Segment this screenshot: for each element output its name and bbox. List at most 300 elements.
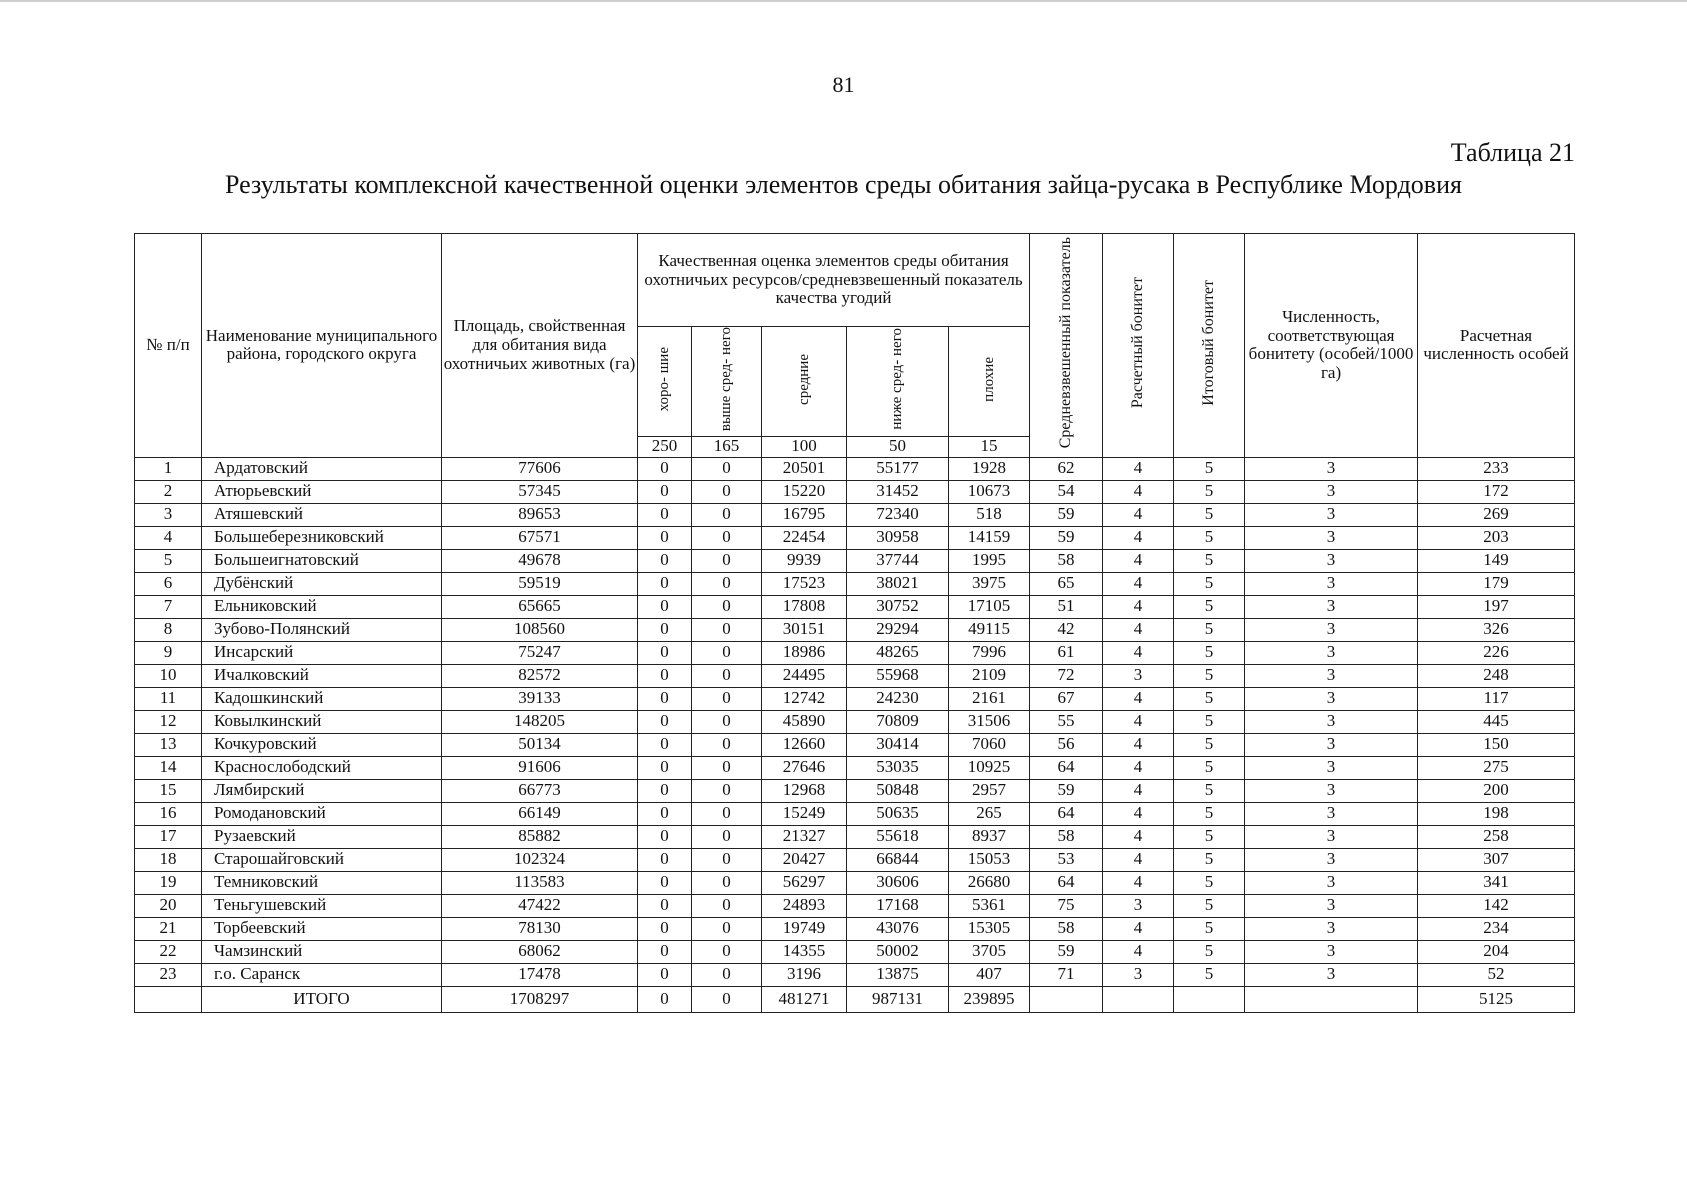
header-sub-below-text: ниже сред- него [889, 328, 906, 430]
total-cell-avg: 481271 [762, 986, 847, 1012]
cell-weighted-index: 59 [1030, 503, 1103, 526]
cell-final-bonitet: 5 [1174, 871, 1245, 894]
cell-below: 17168 [847, 894, 949, 917]
cell-poor: 31506 [949, 710, 1030, 733]
cell-num: 12 [135, 710, 202, 733]
cell-avg: 22454 [762, 526, 847, 549]
cell-above: 0 [692, 802, 762, 825]
cell-calc-count: 198 [1418, 802, 1575, 825]
cell-weighted-index: 64 [1030, 756, 1103, 779]
cell-final-bonitet: 5 [1174, 917, 1245, 940]
cell-below: 30414 [847, 733, 949, 756]
total-cell-name: ИТОГО [202, 986, 442, 1012]
cell-final-bonitet: 5 [1174, 503, 1245, 526]
header-calc-bonitet-text: Расчетный бонитет [1129, 277, 1147, 409]
cell-num: 18 [135, 848, 202, 871]
cell-final-bonitet: 5 [1174, 779, 1245, 802]
cell-density: 3 [1245, 894, 1418, 917]
cell-below: 29294 [847, 618, 949, 641]
cell-calc-bonitet: 4 [1103, 940, 1174, 963]
table-row [135, 848, 1575, 871]
cell-weighted-index: 42 [1030, 618, 1103, 641]
cell-final-bonitet: 5 [1174, 526, 1245, 549]
cell-avg: 19749 [762, 917, 847, 940]
cell-name: Инсарский [202, 641, 442, 664]
cell-area: 68062 [442, 940, 638, 963]
cell-final-bonitet: 5 [1174, 572, 1245, 595]
cell-avg: 16795 [762, 503, 847, 526]
cell-calc-bonitet: 3 [1103, 664, 1174, 687]
cell-density: 3 [1245, 710, 1418, 733]
cell-num: 3 [135, 503, 202, 526]
cell-below: 55968 [847, 664, 949, 687]
cell-calc-bonitet: 4 [1103, 687, 1174, 710]
table-body [135, 457, 1575, 1012]
cell-num: 11 [135, 687, 202, 710]
cell-weighted-index: 71 [1030, 963, 1103, 986]
cell-above: 0 [692, 917, 762, 940]
cell-final-bonitet: 5 [1174, 963, 1245, 986]
cell-area: 89653 [442, 503, 638, 526]
cell-calc-bonitet: 4 [1103, 503, 1174, 526]
cell-name: Атяшевский [202, 503, 442, 526]
cell-final-bonitet: 5 [1174, 687, 1245, 710]
cell-above: 0 [692, 825, 762, 848]
cell-weighted-index: 54 [1030, 480, 1103, 503]
cell-calc-count: 226 [1418, 641, 1575, 664]
cell-calc-bonitet: 4 [1103, 595, 1174, 618]
cell-final-bonitet: 5 [1174, 595, 1245, 618]
table-row [135, 871, 1575, 894]
table-row [135, 618, 1575, 641]
cell-density: 3 [1245, 641, 1418, 664]
table-row [135, 572, 1575, 595]
cell-calc-count: 258 [1418, 825, 1575, 848]
cell-final-bonitet: 5 [1174, 802, 1245, 825]
cell-avg: 45890 [762, 710, 847, 733]
cell-density: 3 [1245, 572, 1418, 595]
table-row [135, 480, 1575, 503]
cell-density: 3 [1245, 963, 1418, 986]
cell-calc-count: 200 [1418, 779, 1575, 802]
cell-below: 70809 [847, 710, 949, 733]
cell-above: 0 [692, 894, 762, 917]
cell-density: 3 [1245, 549, 1418, 572]
cell-density: 3 [1245, 595, 1418, 618]
cell-good: 0 [638, 848, 692, 871]
cell-density: 3 [1245, 917, 1418, 940]
cell-final-bonitet: 5 [1174, 894, 1245, 917]
cell-above: 0 [692, 779, 762, 802]
cell-name: Старошайговский [202, 848, 442, 871]
table-row [135, 733, 1575, 756]
cell-area: 47422 [442, 894, 638, 917]
cell-weighted-index: 75 [1030, 894, 1103, 917]
cell-name: Ичалковский [202, 664, 442, 687]
cell-final-bonitet: 5 [1174, 664, 1245, 687]
header-sub-avg [762, 327, 847, 437]
cell-good: 0 [638, 756, 692, 779]
cell-avg: 12968 [762, 779, 847, 802]
results-table [134, 233, 1575, 1013]
header-calc-bonitet [1103, 234, 1174, 458]
cell-density: 3 [1245, 848, 1418, 871]
header-area: Площадь, свойственная для обитания вида охотничьих животных (га) [442, 234, 638, 458]
cell-avg: 12742 [762, 687, 847, 710]
cell-calc-bonitet: 4 [1103, 572, 1174, 595]
cell-avg: 17523 [762, 572, 847, 595]
cell-good: 0 [638, 779, 692, 802]
cell-final-bonitet: 5 [1174, 618, 1245, 641]
cell-calc-bonitet: 4 [1103, 641, 1174, 664]
cell-final-bonitet: 5 [1174, 940, 1245, 963]
cell-calc-count: 326 [1418, 618, 1575, 641]
cell-above: 0 [692, 457, 762, 480]
cell-above: 0 [692, 526, 762, 549]
cell-good: 0 [638, 457, 692, 480]
table-label: Таблица 21 [1450, 138, 1575, 167]
cell-good: 0 [638, 480, 692, 503]
cell-area: 65665 [442, 595, 638, 618]
cell-good: 0 [638, 687, 692, 710]
cell-poor: 2161 [949, 687, 1030, 710]
cell-name: Рузаевский [202, 825, 442, 848]
cell-calc-bonitet: 4 [1103, 710, 1174, 733]
cell-weighted-index: 64 [1030, 871, 1103, 894]
cell-final-bonitet: 5 [1174, 825, 1245, 848]
header-weight-avg: 100 [762, 436, 847, 457]
cell-num: 15 [135, 779, 202, 802]
table-row [135, 595, 1575, 618]
header-sub-above [692, 327, 762, 437]
header-name: Наименование муниципального района, городского округа [202, 234, 442, 458]
cell-area: 49678 [442, 549, 638, 572]
cell-poor: 1995 [949, 549, 1030, 572]
cell-num: 22 [135, 940, 202, 963]
cell-good: 0 [638, 871, 692, 894]
header-weighted-index [1030, 234, 1103, 458]
cell-poor: 5361 [949, 894, 1030, 917]
cell-calc-count: 341 [1418, 871, 1575, 894]
cell-density: 3 [1245, 503, 1418, 526]
cell-below: 50635 [847, 802, 949, 825]
cell-area: 39133 [442, 687, 638, 710]
cell-good: 0 [638, 894, 692, 917]
cell-calc-count: 149 [1418, 549, 1575, 572]
cell-above: 0 [692, 710, 762, 733]
cell-name: Теньгушевский [202, 894, 442, 917]
cell-avg: 15249 [762, 802, 847, 825]
header-quality-group: Качественная оценка элементов среды обитания охотничьих ресурсов/средневзвешенный показатель качества угодий [638, 234, 1030, 327]
cell-weighted-index: 64 [1030, 802, 1103, 825]
cell-calc-bonitet: 4 [1103, 848, 1174, 871]
cell-good: 0 [638, 641, 692, 664]
cell-area: 78130 [442, 917, 638, 940]
cell-avg: 14355 [762, 940, 847, 963]
cell-avg: 24495 [762, 664, 847, 687]
cell-density: 3 [1245, 825, 1418, 848]
cell-name: Ардатовский [202, 457, 442, 480]
page-number: 81 [832, 72, 855, 97]
cell-weighted-index: 62 [1030, 457, 1103, 480]
cell-area: 17478 [442, 963, 638, 986]
cell-calc-count: 445 [1418, 710, 1575, 733]
cell-num: 20 [135, 894, 202, 917]
cell-good: 0 [638, 963, 692, 986]
cell-calc-count: 179 [1418, 572, 1575, 595]
total-cell-calc-count: 5125 [1418, 986, 1575, 1012]
cell-above: 0 [692, 595, 762, 618]
cell-below: 30606 [847, 871, 949, 894]
cell-below: 38021 [847, 572, 949, 595]
cell-density: 3 [1245, 871, 1418, 894]
header-weight-above: 165 [692, 436, 762, 457]
header-sub-below [847, 327, 949, 437]
header-sub-avg-text: средние [795, 353, 812, 405]
cell-weighted-index: 53 [1030, 848, 1103, 871]
cell-above: 0 [692, 871, 762, 894]
total-cell-final-bonitet [1174, 986, 1245, 1012]
cell-name: Краснослободский [202, 756, 442, 779]
cell-good: 0 [638, 825, 692, 848]
cell-below: 55618 [847, 825, 949, 848]
cell-final-bonitet: 5 [1174, 480, 1245, 503]
cell-avg: 17808 [762, 595, 847, 618]
cell-name: г.о. Саранск [202, 963, 442, 986]
cell-num: 2 [135, 480, 202, 503]
cell-density: 3 [1245, 733, 1418, 756]
cell-name: Торбеевский [202, 917, 442, 940]
table-row [135, 687, 1575, 710]
cell-above: 0 [692, 848, 762, 871]
cell-name: Ромодановский [202, 802, 442, 825]
cell-avg: 24893 [762, 894, 847, 917]
header-weight-below: 50 [847, 436, 949, 457]
cell-weighted-index: 58 [1030, 825, 1103, 848]
cell-calc-count: 117 [1418, 687, 1575, 710]
cell-avg: 12660 [762, 733, 847, 756]
cell-avg: 20427 [762, 848, 847, 871]
cell-below: 66844 [847, 848, 949, 871]
header-num: № п/п [135, 234, 202, 458]
cell-avg: 56297 [762, 871, 847, 894]
cell-calc-count: 172 [1418, 480, 1575, 503]
cell-density: 3 [1245, 480, 1418, 503]
cell-calc-bonitet: 4 [1103, 756, 1174, 779]
cell-above: 0 [692, 641, 762, 664]
cell-good: 0 [638, 595, 692, 618]
cell-area: 148205 [442, 710, 638, 733]
cell-calc-bonitet: 4 [1103, 618, 1174, 641]
cell-weighted-index: 56 [1030, 733, 1103, 756]
cell-below: 50002 [847, 940, 949, 963]
cell-calc-bonitet: 4 [1103, 733, 1174, 756]
table-row [135, 779, 1575, 802]
header-sub-above-text: выше сред- него [718, 327, 735, 432]
cell-density: 3 [1245, 756, 1418, 779]
cell-area: 57345 [442, 480, 638, 503]
cell-below: 37744 [847, 549, 949, 572]
cell-calc-count: 142 [1418, 894, 1575, 917]
cell-density: 3 [1245, 940, 1418, 963]
cell-final-bonitet: 5 [1174, 549, 1245, 572]
table-header [135, 234, 1575, 458]
cell-calc-bonitet: 3 [1103, 894, 1174, 917]
cell-name: Большеигнатовский [202, 549, 442, 572]
cell-density: 3 [1245, 664, 1418, 687]
cell-final-bonitet: 5 [1174, 457, 1245, 480]
cell-num: 14 [135, 756, 202, 779]
cell-below: 55177 [847, 457, 949, 480]
table-row [135, 802, 1575, 825]
cell-poor: 2109 [949, 664, 1030, 687]
table-row [135, 664, 1575, 687]
header-calc-count: Расчетная численность особей [1418, 234, 1575, 458]
cell-density: 3 [1245, 802, 1418, 825]
cell-calc-bonitet: 4 [1103, 457, 1174, 480]
cell-area: 82572 [442, 664, 638, 687]
document-title: Результаты комплексной качественной оценки элементов среды обитания зайца-русака в Республике Мордовия [225, 170, 1462, 199]
cell-density: 3 [1245, 526, 1418, 549]
cell-above: 0 [692, 733, 762, 756]
cell-above: 0 [692, 480, 762, 503]
cell-final-bonitet: 5 [1174, 710, 1245, 733]
cell-below: 30958 [847, 526, 949, 549]
cell-name: Атюрьевский [202, 480, 442, 503]
cell-calc-bonitet: 4 [1103, 802, 1174, 825]
cell-poor: 407 [949, 963, 1030, 986]
cell-area: 75247 [442, 641, 638, 664]
cell-name: Кочкуровский [202, 733, 442, 756]
cell-weighted-index: 61 [1030, 641, 1103, 664]
cell-area: 85882 [442, 825, 638, 848]
table-row [135, 917, 1575, 940]
cell-area: 67571 [442, 526, 638, 549]
header-sub-good-text: хоро- шие [656, 346, 673, 412]
cell-poor: 265 [949, 802, 1030, 825]
cell-name: Темниковский [202, 871, 442, 894]
cell-area: 50134 [442, 733, 638, 756]
cell-poor: 17105 [949, 595, 1030, 618]
cell-good: 0 [638, 733, 692, 756]
cell-num: 16 [135, 802, 202, 825]
table-row [135, 963, 1575, 986]
header-weight-poor: 15 [949, 436, 1030, 457]
cell-good: 0 [638, 618, 692, 641]
cell-num: 7 [135, 595, 202, 618]
cell-density: 3 [1245, 618, 1418, 641]
cell-calc-count: 234 [1418, 917, 1575, 940]
total-cell-num [135, 986, 202, 1012]
cell-num: 23 [135, 963, 202, 986]
cell-poor: 15305 [949, 917, 1030, 940]
header-final-bonitet [1174, 234, 1245, 458]
cell-name: Большеберезниковский [202, 526, 442, 549]
header-sub-poor-text: плохие [980, 356, 997, 402]
cell-num: 5 [135, 549, 202, 572]
cell-name: Кадошкинский [202, 687, 442, 710]
cell-above: 0 [692, 618, 762, 641]
cell-above: 0 [692, 940, 762, 963]
total-cell-below: 987131 [847, 986, 949, 1012]
cell-good: 0 [638, 917, 692, 940]
header-weighted-index-text: Средневзвешенный показатель [1057, 237, 1075, 449]
cell-good: 0 [638, 710, 692, 733]
header-sub-poor [949, 327, 1030, 437]
cell-avg: 21327 [762, 825, 847, 848]
cell-name: Дубёнский [202, 572, 442, 595]
cell-avg: 15220 [762, 480, 847, 503]
cell-weighted-index: 58 [1030, 549, 1103, 572]
cell-num: 1 [135, 457, 202, 480]
total-cell-above: 0 [692, 986, 762, 1012]
cell-below: 24230 [847, 687, 949, 710]
cell-calc-bonitet: 4 [1103, 871, 1174, 894]
cell-area: 66773 [442, 779, 638, 802]
cell-below: 31452 [847, 480, 949, 503]
total-cell-good: 0 [638, 986, 692, 1012]
cell-above: 0 [692, 572, 762, 595]
cell-below: 13875 [847, 963, 949, 986]
cell-below: 53035 [847, 756, 949, 779]
total-cell-poor: 239895 [949, 986, 1030, 1012]
cell-weighted-index: 55 [1030, 710, 1103, 733]
cell-avg: 3196 [762, 963, 847, 986]
cell-calc-bonitet: 4 [1103, 480, 1174, 503]
cell-good: 0 [638, 572, 692, 595]
cell-density: 3 [1245, 457, 1418, 480]
table-row [135, 825, 1575, 848]
cell-calc-count: 275 [1418, 756, 1575, 779]
table-row [135, 710, 1575, 733]
table-row [135, 641, 1575, 664]
cell-weighted-index: 59 [1030, 940, 1103, 963]
cell-density: 3 [1245, 687, 1418, 710]
cell-poor: 14159 [949, 526, 1030, 549]
cell-weighted-index: 65 [1030, 572, 1103, 595]
cell-above: 0 [692, 687, 762, 710]
cell-poor: 7060 [949, 733, 1030, 756]
cell-num: 4 [135, 526, 202, 549]
cell-weighted-index: 51 [1030, 595, 1103, 618]
cell-num: 19 [135, 871, 202, 894]
cell-avg: 27646 [762, 756, 847, 779]
cell-num: 21 [135, 917, 202, 940]
cell-poor: 8937 [949, 825, 1030, 848]
cell-avg: 9939 [762, 549, 847, 572]
page-top-edge [0, 0, 1687, 2]
header-sub-good [638, 327, 692, 437]
cell-poor: 3975 [949, 572, 1030, 595]
cell-final-bonitet: 5 [1174, 756, 1245, 779]
total-cell-calc-bonitet [1103, 986, 1174, 1012]
cell-calc-bonitet: 3 [1103, 963, 1174, 986]
cell-weighted-index: 72 [1030, 664, 1103, 687]
cell-num: 13 [135, 733, 202, 756]
cell-final-bonitet: 5 [1174, 848, 1245, 871]
header-final-bonitet-text: Итоговый бонитет [1200, 280, 1218, 406]
table-row [135, 549, 1575, 572]
cell-name: Чамзинский [202, 940, 442, 963]
cell-poor: 10673 [949, 480, 1030, 503]
cell-avg: 18986 [762, 641, 847, 664]
cell-num: 17 [135, 825, 202, 848]
cell-poor: 7996 [949, 641, 1030, 664]
cell-num: 6 [135, 572, 202, 595]
cell-below: 43076 [847, 917, 949, 940]
cell-area: 59519 [442, 572, 638, 595]
cell-weighted-index: 59 [1030, 526, 1103, 549]
